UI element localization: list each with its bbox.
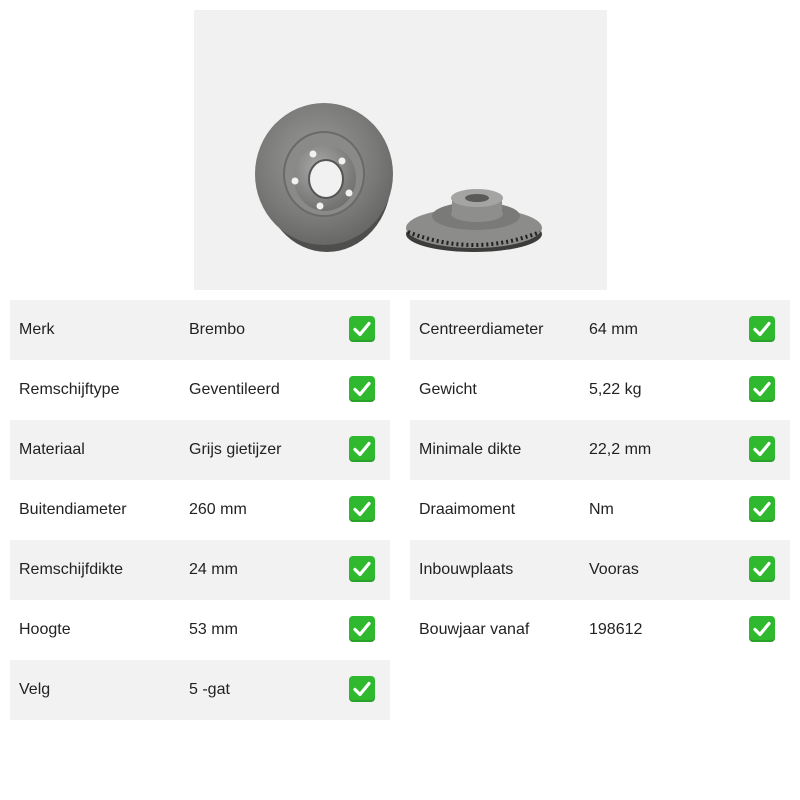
spec-value: Geventileerd [189, 381, 280, 398]
check-mark-icon [349, 436, 375, 462]
check-mark-icon [349, 496, 375, 522]
brake-disc-image [194, 10, 607, 290]
spec-value: 5,22 kg [589, 381, 642, 398]
spec-value: 22,2 mm [589, 441, 652, 458]
spec-value: 24 mm [189, 561, 238, 578]
spec-row-merk [10, 300, 390, 360]
product-photo [194, 10, 607, 290]
spec-value: Vooras [589, 561, 639, 578]
spec-value: 260 mm [189, 501, 247, 518]
spec-row-minimale-dikte [410, 420, 790, 480]
spec-row-draaimoment [410, 480, 790, 540]
spec-row-hoogte [10, 600, 390, 660]
spec-value: 198612 [589, 621, 643, 638]
check-mark-icon [349, 676, 375, 702]
spec-row-remschijftype [10, 360, 390, 420]
check-mark-icon [749, 496, 775, 522]
spec-label: Draaimoment [419, 501, 516, 518]
check-mark-icon [349, 556, 375, 582]
spec-row-materiaal [10, 420, 390, 480]
spec-label: Merk [19, 321, 55, 338]
check-mark-icon [349, 376, 375, 402]
spec-row-gewicht [410, 360, 790, 420]
spec-value: Grijs gietijzer [189, 441, 282, 458]
spec-value: Brembo [189, 321, 246, 338]
spec-table-right [410, 300, 790, 660]
spec-label: Centreerdiameter [419, 321, 544, 338]
check-mark-icon [749, 616, 775, 642]
spec-label: Hoogte [19, 621, 71, 638]
check-mark-icon [749, 436, 775, 462]
check-mark-icon [349, 616, 375, 642]
spec-row-velg [10, 660, 390, 720]
spec-label: Materiaal [19, 441, 85, 458]
check-mark-icon [749, 556, 775, 582]
spec-label: Minimale dikte [419, 441, 522, 458]
spec-label: Velg [19, 681, 51, 698]
spec-label: Buitendiameter [19, 501, 127, 518]
spec-value: 5 -gat [189, 681, 230, 698]
spec-row-remschijfdikte [10, 540, 390, 600]
spec-label: Remschijftype [19, 381, 120, 398]
spec-row-inbouwplaats [410, 540, 790, 600]
spec-value: 64 mm [589, 321, 638, 338]
check-mark-icon [749, 316, 775, 342]
spec-label: Bouwjaar vanaf [419, 621, 530, 638]
spec-value: Nm [589, 501, 614, 518]
spec-table-left [10, 300, 390, 720]
check-mark-icon [349, 316, 375, 342]
spec-row-buitendiameter [10, 480, 390, 540]
spec-row-bouwjaar-vanaf [410, 600, 790, 660]
spec-label: Remschijfdikte [19, 561, 124, 578]
spec-label: Inbouwplaats [419, 561, 514, 578]
spec-value: 53 mm [189, 621, 238, 638]
check-mark-icon [749, 376, 775, 402]
spec-label: Gewicht [419, 381, 477, 398]
spec-row-centreerdiameter [410, 300, 790, 360]
